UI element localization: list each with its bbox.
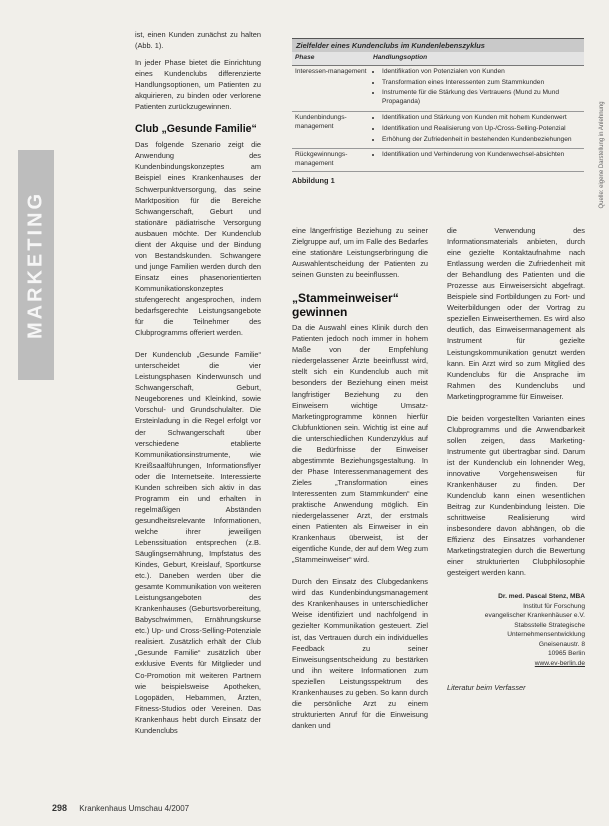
table-cell-options bbox=[370, 111, 584, 148]
page-number: 298 bbox=[52, 803, 68, 813]
table-cell-phase: Rückgewinnungs-management bbox=[292, 149, 370, 172]
right-paragraph-1: die Verwendung des Informationsmaterials anbieten, durch eine gezielte Kontaktaufnahme nach Entlassung werden die Zufriedenheit mit der Behandlung des Patienten und die Prozesse aus Einweisersicht abgefragt. Beispiele sind Fortbildungen zu Fort- und Weiterbildungen oder der Vortrag zu speziellen Einweiserthemen. Es wird also deutlich, das Einweisermanagement als Instrument für gezielte Leistungskommunikation genutzt werden kann. Ein Arzt wird so zum Mitglied des Kundenclubs für die Ansprache im Rahmen des Kundenclubs und Marketingprogramme für Einweiser. bbox=[447, 226, 585, 401]
list-item: • Identifikation und Verhinderung von Kundenwechsel-absichten bbox=[382, 151, 581, 160]
list-item: • Identifikation und Realisierung von Up-/Cross-Selling-Potenzial bbox=[382, 125, 581, 134]
source-note bbox=[597, 60, 607, 250]
author-org-1: evangelischer Krankenhäuser e.V. bbox=[484, 612, 585, 620]
right-paragraph-2: Die beiden vorgestellten Varianten eines Clubprogramms und die Anwendbarkeit sollen zeigen, dass Marketing-Instrumente gut übertragbar sind. Darum ist der Kundenclub ein lohnender Weg, innovative Vorgehensweisen für Krankenhäuser zu finden. Der Kundenclub kann einen wesentlichen Beitrag zur Kundenbindung leisten. Die schrittweise Realisierung wird insbesondere davon abhängen, ob die Effizienz des Einsatzes vorhandener Marketingstrategien durch die Bewertung einer strukturierten Clubphilosophie gesteigert werden kann. bbox=[447, 413, 585, 578]
author-org-3: Unternehmensentwicklung bbox=[507, 631, 585, 639]
section-banner-label: MARKETING bbox=[24, 190, 47, 340]
table-header-row bbox=[292, 52, 584, 65]
middle-paragraph-1: eine längerfristige Beziehung zu seiner Zielgruppe auf, um im Falle des Bedarfes eine stationäre Leistungserbringung die Auswahlentscheidung der Patienten zu seinen Gunsten zu beeinflussen. bbox=[292, 226, 428, 280]
table-header-options: Handlungsoption bbox=[370, 52, 584, 65]
author-signature bbox=[447, 592, 585, 668]
middle-column bbox=[292, 225, 428, 742]
left-intro-paragraph: ist, einen Kunden zunächst zu halten (Abb. 1). bbox=[135, 30, 261, 51]
author-street: Gneisenaustr. 8 bbox=[538, 640, 585, 648]
club-heading: Club „Gesunde Familie“ bbox=[135, 123, 257, 136]
list-item: • Transformation eines Interessenten zum Stammkunden bbox=[382, 79, 581, 88]
table-row bbox=[292, 149, 584, 172]
table-row bbox=[292, 111, 584, 148]
table-row bbox=[292, 65, 584, 111]
table-cell-options bbox=[370, 65, 584, 111]
page-footer bbox=[52, 803, 189, 813]
figure-table bbox=[292, 38, 584, 185]
table-header-phase: Phase bbox=[292, 52, 370, 65]
author-url-link[interactable]: www.ev-berlin.de bbox=[534, 659, 585, 667]
left-paragraph-2: Das folgende Szenario zeigt die Anwendung des Kundenbindungskonzeptes am Beispiel eines Krankenhauses der Schwerpunktversorgung, das seine Marktposition für die Bereiche Schwangerschaft, Geburt und stationäre pädiatrische Versorgung ausbauen möchte. Der Kundenclub dient der Akquise und der Bindung von Bestandskunden. Schwangere und junge Familien werden durch den Einsatz eines phasenorientierten Kommunikationskonzeptes stufengerecht angesprochen, indem bedarfsgerechte Leistungsangebote für die Teilnehmer des Clubprogramms offeriert werden. bbox=[135, 140, 261, 338]
table-cell-options bbox=[370, 149, 584, 172]
list-item: • Instrumente für die Stärkung des Vertrauens (Mund zu Mund Propaganda) bbox=[382, 89, 581, 107]
journal-name: Krankenhaus Umschau 4/2007 bbox=[79, 804, 190, 813]
figure-title: Zielfelder eines Kundenclubs im Kundenlebenszyklus bbox=[292, 38, 584, 52]
table-cell-phase: Interessen-management bbox=[292, 65, 370, 111]
einweiser-heading: „Stammeinweiser“ gewinnen bbox=[292, 291, 399, 320]
list-item: • Erhöhung der Zufriedenheit in bestehenden Kundenbeziehungen bbox=[382, 136, 581, 145]
middle-paragraph-2: Da die Auswahl eines Klinik durch den Patienten jedoch noch immer in hohem Maße von der Empfehlung niedergelassener Ärzte beeinflusst wird, stellt sich ein Kundenclub auch mit besonders der Beziehung einen meist langfristiger Beziehung zu den Einweisern wichtige Umsatz-Marketingprogramme können hierfür Clubfunktionen sein. Wichtig ist eine auf die unterschiedlichen Kundenzyklus auf die Bedürfnisse der Einweiser abgestimmte Beziehungsgestaltung. In der Phase Interessenmanagement des Zieles „Transformation eines Interessenten zum Stammkunden“ eine praktische Anwendung möglich. Ein niedergelassener Arzt, der erstmals einen Patienten als Einweiser in ein Krankenhaus überweist, ist der eigentliche Kunde, der auf dem Weg zum „Stammeinweiser“ wird. bbox=[292, 323, 428, 565]
middle-paragraph-3: Durch den Einsatz des Clubgedankens wird das Kundenbindungsmanagement des Krankenhauses in unterschiedlicher Weise identifiziert und nachfolgend in gezielter Kommunikation gesteuert. Ziel ist, das Vertrauen durch ein individuelles Feedback zu seiner Einweisungsentscheidung zu bestärken und ihn weitere Informationen zum speziellen Leistungsspektrum des Krankenhauses zu geben. So kann durch die persönliche Arzt zu einem strukturierten Anruf für die Einweisung danken und bbox=[292, 577, 428, 730]
left-column bbox=[135, 29, 261, 747]
left-paragraph-3: Der Kundenclub „Gesunde Familie“ unterscheidet die vier Leistungsphasen Kinderwunsch und Schwangerschaft, Geburt, Neugeborenes und Kleinkind, sowie Vorschul- und Grundschulalter. Die Ersteinladung in die Regel erfolgt vor der Schwangerschaft über verschiedene etablierte Kommunikationsinstrumente, wie Kreißsaalführungen, Informationsflyer oder die Internetseite. Interessierte Kunden schreiben sich aktiv in das Programm ein und erhalten in regelmäßigen Abständen gesundheitsrelevante Informationen, welche ihrer jeweiligen Lebenssituation entsprechen (z.B. Säuglingsernährung, Impfstatus des Kindes, Geburt, Kreislauf, Sportkurse etc.). Daneben werden über die gesamte Kommunikation von weiteren Leistungsangeboten des Krankenhauses (Geburtsvorbereitung, Babyschwimmen, Ernährungskurse etc.) Up- und Cross-Selling-Potenziale realisiert. Zusätzlich erhält der Club „Gesunde Familie“ zusätzlich über exklusive Events für Mitglieder und Co-Promotion mit weiteren Partnern wie beispielsweise Apotheken, Logopäden, Hebammen, Ärzten, Fitness-Studios oder Vereinen. Das Krankenhaus hebt durch Einsatz der Kundenclubs bbox=[135, 350, 261, 735]
left-paragraph-1: In jeder Phase bietet die Einrichtung eines Kundenclubs differenzierte Handlungsoptionen, um Patienten zu akquirieren, zu binden oder verlorene Patienten zurückzugewinnen. bbox=[135, 58, 261, 112]
author-role: Institut für Forschung bbox=[523, 602, 585, 610]
list-item: • Identifikation und Stärkung von Kunden mit hohem Kundenwert bbox=[382, 114, 581, 123]
literature-credit: Literatur beim Verfasser bbox=[447, 683, 526, 693]
figure-caption: Abbildung 1 bbox=[292, 175, 335, 185]
list-item: • Identifikation von Potenzialen von Kunden bbox=[382, 68, 581, 77]
author-city: 10965 Berlin bbox=[547, 650, 585, 658]
right-column bbox=[447, 225, 585, 694]
source-note-text: Quelle: eigene Darstellung in Anlehnung bbox=[599, 101, 605, 209]
phase-table bbox=[292, 52, 584, 172]
table-cell-phase: Kundenbindungs-management bbox=[292, 111, 370, 148]
section-banner bbox=[18, 150, 54, 380]
author-name: Dr. med. Pascal Stenz, MBA bbox=[498, 593, 585, 601]
author-org-2: Stabsstelle Strategische bbox=[514, 621, 585, 629]
